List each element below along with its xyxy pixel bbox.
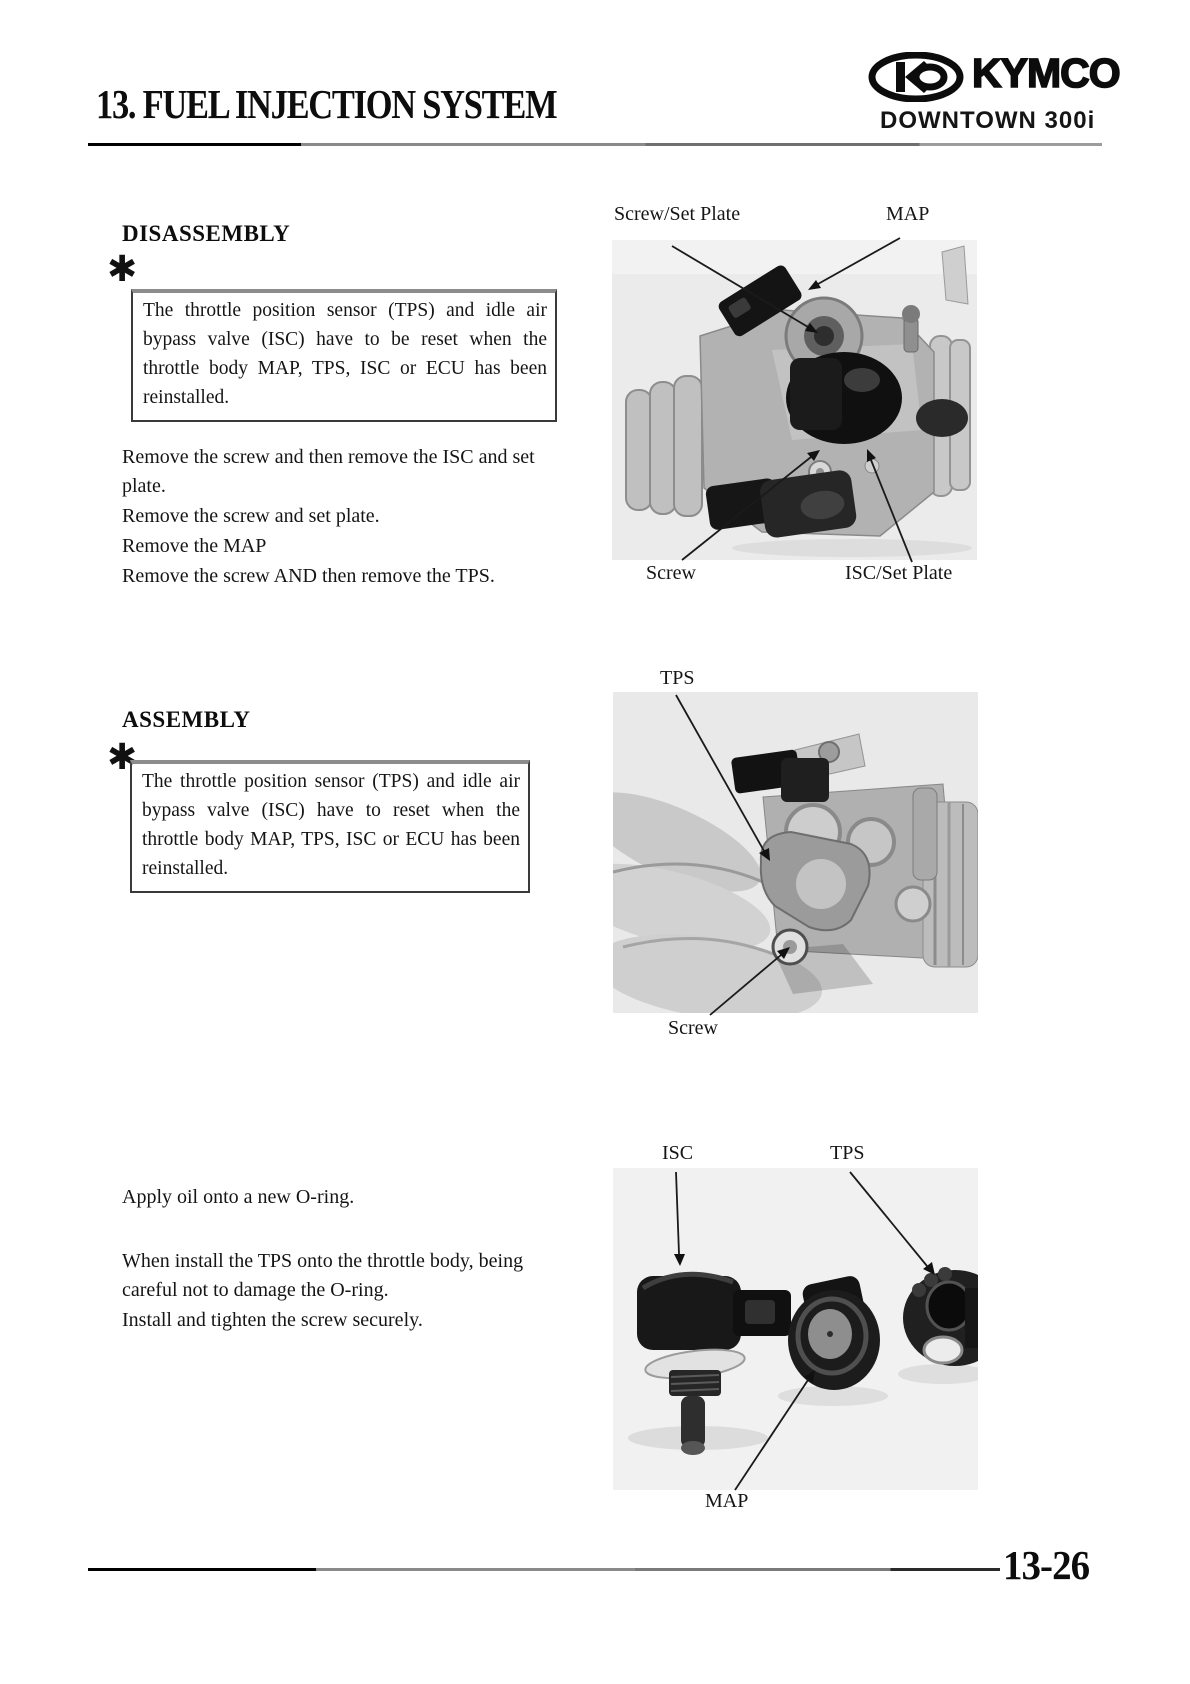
sensors-photo — [613, 1168, 978, 1490]
page-number: 13-26 — [1003, 1542, 1090, 1588]
kymco-logo-icon — [868, 52, 964, 102]
header-rule — [88, 143, 1102, 146]
model-name: DOWNTOWN 300i — [880, 107, 1096, 134]
installation-steps — [122, 1183, 568, 1336]
assembly-heading: ASSEMBLY — [122, 707, 251, 732]
disassembly-note-box: The throttle position sensor (TPS) and idle air bypass valve (ISC) have to be reset when the throttle body MAP, TPS, ISC or ECU has been reinstalled. — [131, 289, 557, 422]
figure-label-screw-set-plate: Screw/Set Plate — [614, 203, 741, 225]
figure-label-isc-set-plate: ISC/Set Plate — [845, 562, 953, 584]
figure-label-map: MAP — [886, 203, 930, 225]
assembly-note-box: The throttle position sensor (TPS) and idle air bypass valve (ISC) have to reset when the throttle body MAP, TPS, ISC or ECU has been reinstalled. — [130, 760, 530, 893]
figure-label-screw: Screw — [646, 562, 696, 584]
assembly-figure — [570, 665, 982, 1055]
step-text: Apply oil onto a new O-ring. — [122, 1186, 355, 1208]
throttle-body-photo — [612, 240, 977, 560]
figure-label-tps: TPS — [660, 667, 695, 689]
note-asterisk-icon: ✱ — [107, 249, 138, 290]
step-text: Remove the screw and then remove the ISC and set plate. — [122, 446, 535, 497]
brand-wordmark: KYMCO — [972, 50, 1120, 96]
disassembly-heading: DISASSEMBLY — [122, 221, 291, 246]
step-text: Remove the screw and set plate. — [122, 505, 380, 527]
figure-label-tps: TPS — [830, 1142, 865, 1164]
throttle-body-in-hand-photo — [613, 692, 978, 1013]
step-text: Remove the screw AND then remove the TPS. — [122, 565, 495, 587]
step-text: Install and tighten the screw securely. — [122, 1309, 423, 1331]
footer-rule — [88, 1568, 1000, 1571]
components-figure — [570, 1140, 982, 1526]
figure-label-map: MAP — [705, 1490, 749, 1512]
disassembly-figure — [570, 200, 982, 596]
step-text: Remove the MAP — [122, 535, 267, 557]
figure-label-screw: Screw — [668, 1017, 718, 1039]
disassembly-steps — [122, 443, 559, 592]
step-text: When install the TPS onto the throttle body, being careful not to damage the O-ring. — [122, 1250, 524, 1301]
note-asterisk-icon: ✱ — [107, 737, 138, 778]
figure-label-isc: ISC — [662, 1142, 694, 1164]
page-title: 13. FUEL INJECTION SYSTEM — [96, 81, 557, 127]
